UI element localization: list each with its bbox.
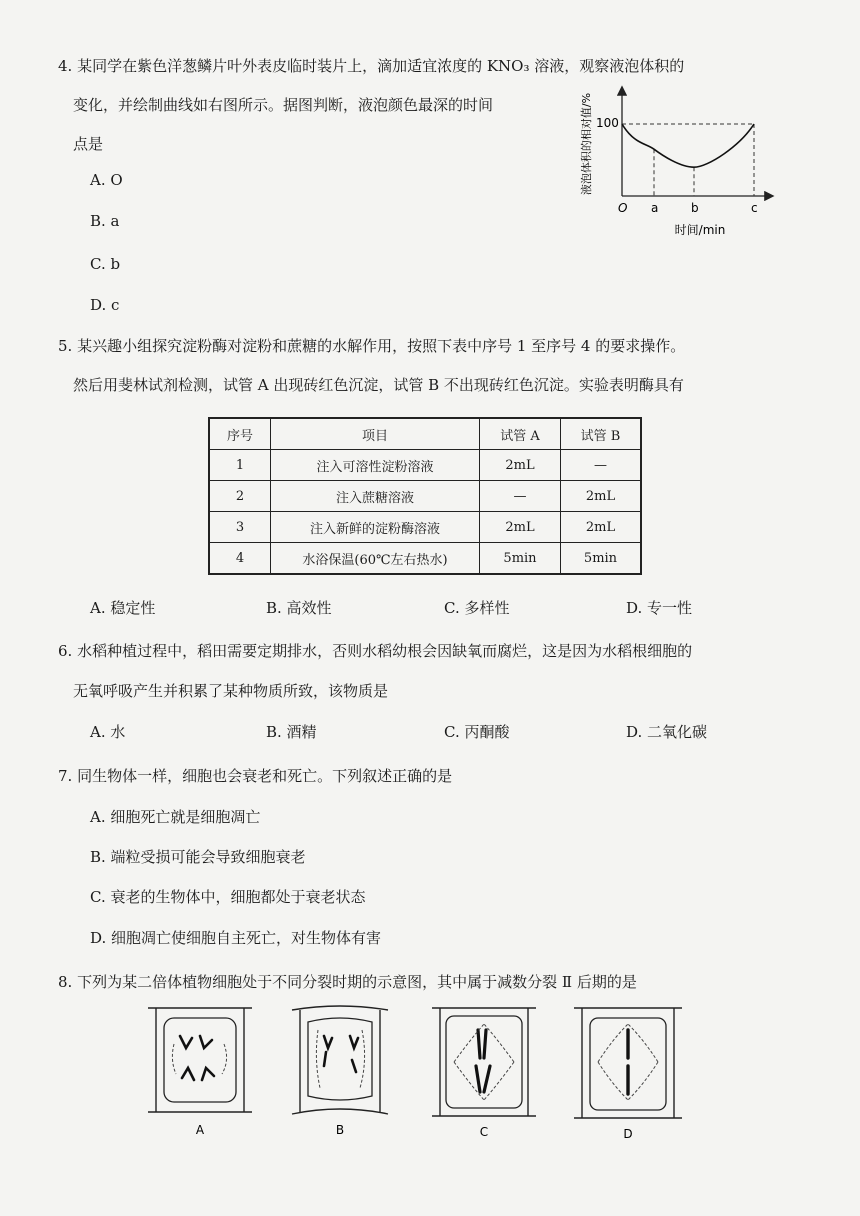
table-cell: 4 [209, 543, 271, 575]
q5-option-c: C. 多样性 [444, 599, 510, 617]
q4-option-d: D. c [90, 296, 120, 314]
table-row [209, 512, 641, 543]
cell-label-d: D [623, 1127, 633, 1141]
q7-line1: 7. 同生物体一样，细胞也会衰老和死亡。下列叙述正确的是 [58, 767, 453, 785]
table-cell: 2 [209, 481, 271, 512]
cell-label-b: B [335, 1123, 345, 1137]
table-header: 试管 A [480, 418, 561, 450]
cell-c [432, 1008, 536, 1116]
table-cell: 注入新鲜的淀粉酶溶液 [271, 512, 480, 543]
q4-option-b: B. a [90, 212, 120, 230]
table-cell: — [480, 481, 561, 512]
q4-line3: 点是 [73, 135, 104, 153]
table-cell: 1 [209, 450, 271, 481]
q6-line1: 6. 水稻种植过程中，稻田需要定期排水，否则水稻幼根会因缺氧而腐烂，这是因为水稻根细胞的 [58, 642, 693, 660]
table-cell: — [561, 450, 642, 481]
table-row [209, 481, 641, 512]
q5-line2: 然后用斐林试剂检测，试管 A 出现砖红色沉淀，试管 B 不出现砖红色沉淀。实验表明酶具有 [73, 376, 684, 394]
q4-line2: 变化，并绘制曲线如右图所示。据图判断，液泡颜色最深的时间 [73, 96, 494, 114]
q5-option-a: A. 稳定性 [90, 599, 156, 617]
x-tick-b: b [691, 201, 699, 215]
q5-option-b: B. 高效性 [266, 599, 332, 617]
table-cell: 3 [209, 512, 271, 543]
table-cell: 5min [480, 543, 561, 575]
q6-line2: 无氧呼吸产生并积累了某种物质所致，该物质是 [73, 682, 389, 700]
volume-curve [622, 124, 754, 167]
q7-option-d: D. 细胞凋亡使细胞自主死亡，对生物体有害 [90, 929, 382, 947]
origin-label: O [618, 201, 628, 215]
table-header: 项目 [271, 418, 480, 450]
table-cell: 2mL [561, 481, 642, 512]
q6-option-c: C. 丙酮酸 [444, 723, 510, 741]
q7-option-c: C. 衰老的生物体中，细胞都处于衰老状态 [90, 888, 366, 906]
table-header: 试管 B [561, 418, 642, 450]
table-row [209, 450, 641, 481]
table-row [209, 543, 641, 575]
q7-option-a: A. 细胞死亡就是细胞凋亡 [90, 808, 261, 826]
cell-division-figures [140, 1000, 700, 1150]
cell-a [148, 1008, 252, 1112]
x-axis-label: 时间/min [674, 223, 726, 237]
q4-option-c: C. b [90, 255, 121, 273]
experiment-table [208, 417, 642, 575]
q5-option-d: D. 专一性 [626, 599, 693, 617]
table-cell: 注入蔗糖溶液 [271, 481, 480, 512]
x-tick-c: c [751, 201, 758, 215]
y-tick-100: 100 [596, 116, 619, 130]
cell-label-a: A [195, 1123, 205, 1137]
q6-option-a: A. 水 [90, 723, 126, 741]
table-cell: 2mL [480, 450, 561, 481]
table-header: 序号 [209, 418, 271, 450]
x-tick-a: a [651, 201, 659, 215]
q4-option-a: A. O [90, 171, 123, 189]
q5-line1: 5. 某兴趣小组探究淀粉酶对淀粉和蔗糖的水解作用，按照下表中序号 1 至序号 4 的要求操作。 [58, 337, 686, 355]
table-header-row [209, 418, 641, 450]
table-cell: 2mL [480, 512, 561, 543]
q4-line1: 4. 某同学在紫色洋葱鳞片叶外表皮临时装片上，滴加适宜浓度的 KNO₃ 溶液，观察液泡体积的 [58, 57, 685, 75]
vacuole-volume-chart [572, 84, 792, 244]
table-cell: 注入可溶性淀粉溶液 [271, 450, 480, 481]
q6-option-b: B. 酒精 [266, 723, 317, 741]
cell-label-c: C [479, 1125, 489, 1139]
q7-option-b: B. 端粒受损可能会导致细胞衰老 [90, 848, 306, 866]
q8-line1: 8. 下列为某二倍体植物细胞处于不同分裂时期的示意图，其中属于减数分裂 Ⅱ 后期的是 [58, 973, 637, 991]
table-cell: 2mL [561, 512, 642, 543]
cell-b [292, 1006, 388, 1114]
cell-d [574, 1008, 682, 1118]
y-axis-label: 液泡体积的相对值/% [580, 92, 593, 196]
q6-option-d: D. 二氧化碳 [626, 723, 708, 741]
table-cell: 水浴保温(60℃左右热水) [271, 543, 480, 575]
table-cell: 5min [561, 543, 642, 575]
